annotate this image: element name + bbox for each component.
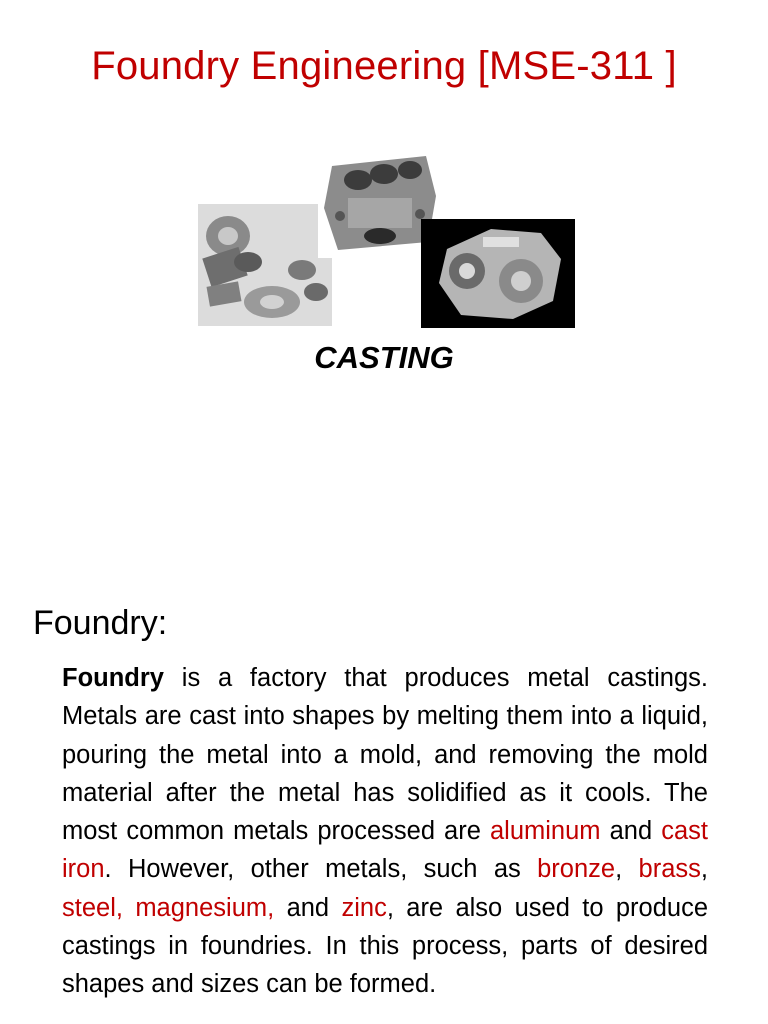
cast-parts-illustration [198, 204, 332, 326]
metal-magnesium: magnesium, [135, 893, 275, 922]
body-text: , [615, 855, 639, 884]
body-text [123, 894, 135, 922]
metal-zinc: zinc [341, 893, 387, 922]
body-text: . However, other metals, such as [104, 855, 538, 884]
metal-steel: steel, [62, 893, 123, 922]
metal-aluminum: aluminum [489, 817, 601, 846]
gearbox-housing-photo [421, 219, 575, 328]
slide-title: Foundry Engineering [MSE-311 ] [91, 44, 677, 88]
body-text: , [700, 855, 708, 884]
body-text: , are also used to produce castings in foundries. In this process, parts of desired shapes and sizes can be formed. [62, 893, 709, 999]
body-text: and [274, 893, 342, 922]
metal-cast-iron: cast iron [62, 817, 708, 884]
body-paragraph [62, 659, 708, 1004]
body-text: and [600, 817, 662, 846]
section-heading: Foundry: [33, 604, 168, 642]
image-caption: CASTING [314, 340, 454, 375]
body-text: is a factory that produces metal castings. Metals are cast into shapes by melting them into a liquid, pouring the metal into a mold, and removing the mold material after the metal has solidified as it cools. The most common metals processed are [62, 664, 708, 846]
gearbox-housing-illustration [421, 219, 575, 328]
metal-bronze: bronze [537, 855, 616, 884]
cast-parts-photo [198, 204, 332, 326]
term-foundry: Foundry [62, 664, 164, 692]
metal-brass: brass [638, 855, 701, 884]
